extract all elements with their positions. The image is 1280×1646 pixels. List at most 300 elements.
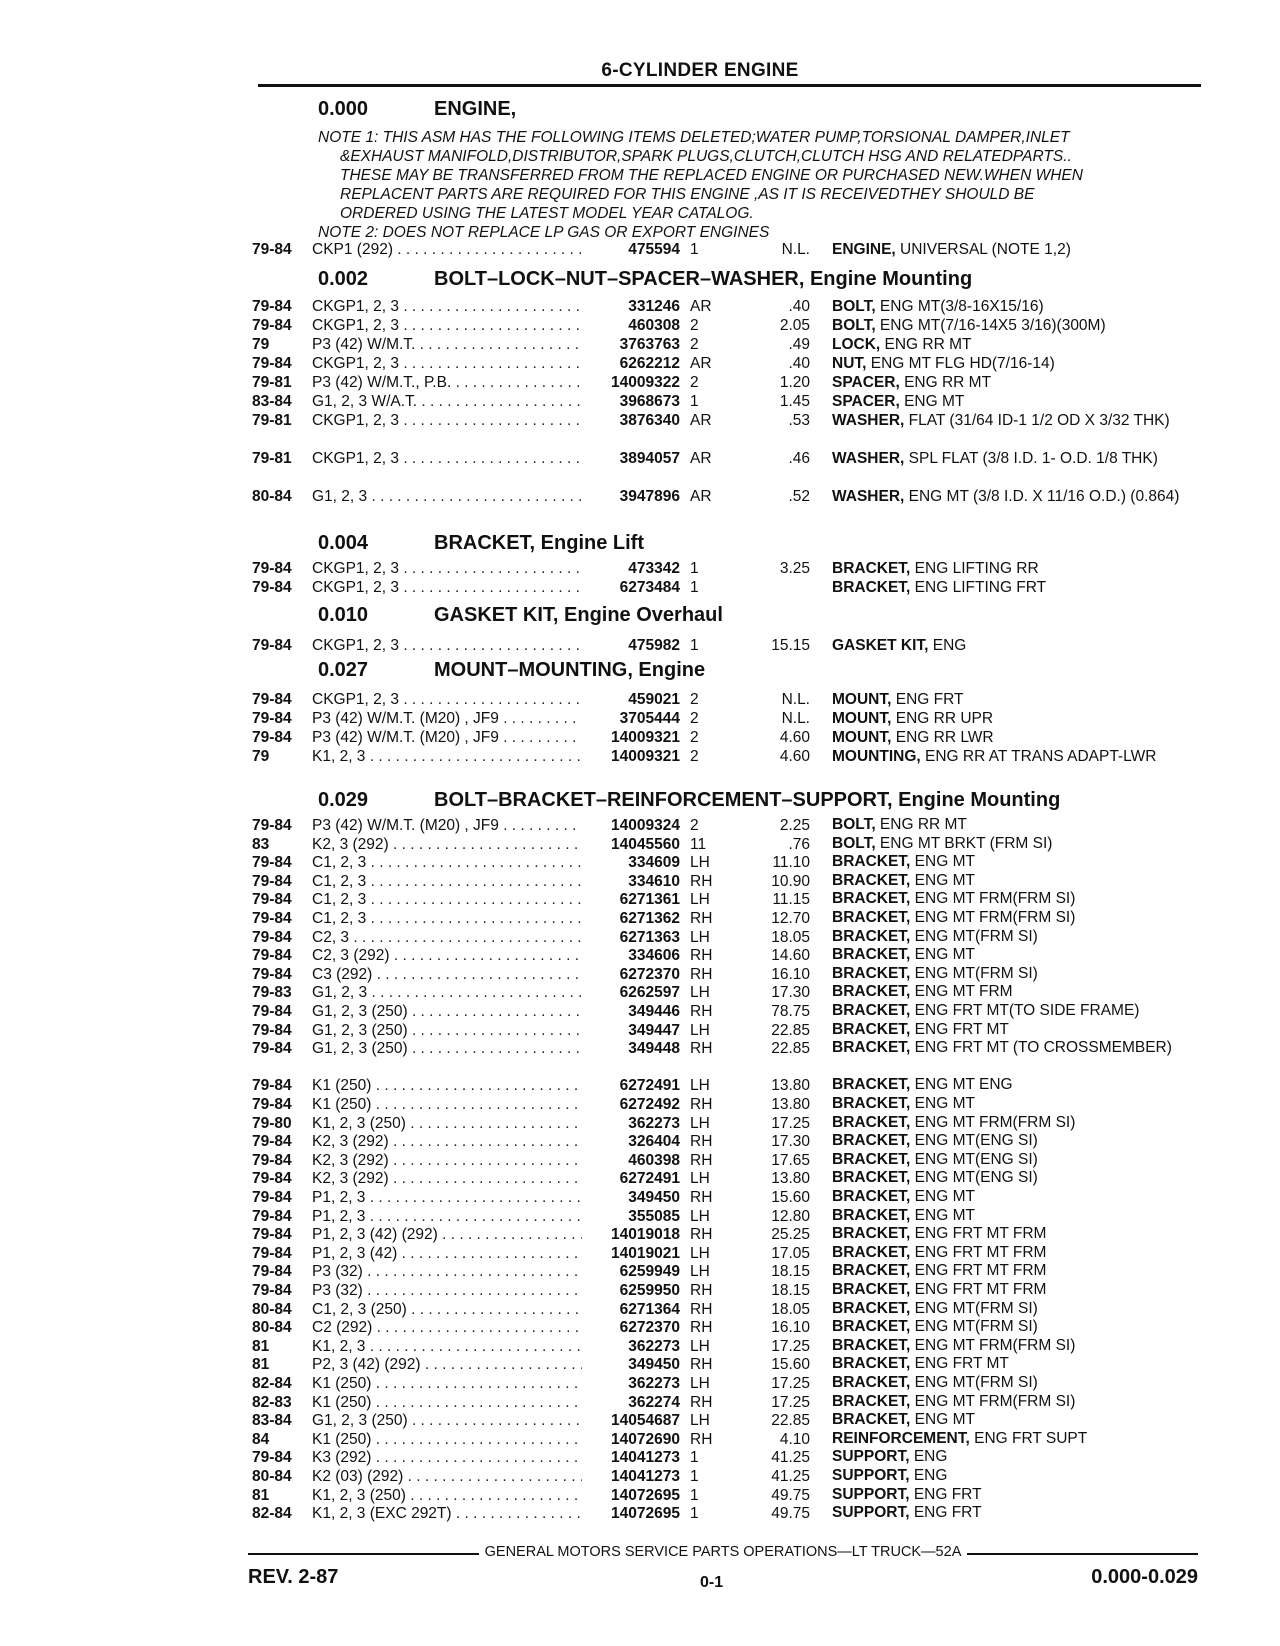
description-detail: ENG LIFTING RR [910, 560, 1039, 577]
description [832, 928, 1197, 947]
model-text: P3 (42) W/M.T. [312, 336, 416, 353]
description-detail: UNIVERSAL (NOTE 1,2) [895, 241, 1071, 258]
price: 15.60 [771, 1189, 810, 1206]
parts-row [0, 835, 1280, 854]
model-text: K1 (250) [312, 1393, 372, 1411]
model-text: P1, 2, 3 [312, 1207, 366, 1225]
part-number: 355085 [628, 1207, 680, 1225]
model-application [312, 1467, 582, 1486]
part-number: 14041273 [611, 1468, 680, 1485]
price: 4.10 [779, 1430, 810, 1448]
model-application [312, 411, 582, 430]
description-noun: LOCK, [832, 336, 881, 353]
part-number: 473342 [628, 560, 680, 577]
quantity: RH [690, 1151, 713, 1169]
part-number: 3947896 [619, 488, 680, 505]
model-text: K3 (292) [312, 1449, 372, 1467]
description-detail: ENG FRT [891, 691, 964, 708]
parts-row [0, 1095, 1280, 1114]
description-detail: ENG RR MT [899, 374, 992, 391]
price: .76 [788, 835, 810, 853]
quantity: 2 [690, 817, 699, 834]
description [832, 316, 1197, 335]
model-year: 80-84 [252, 1300, 292, 1318]
description [832, 1262, 1197, 1281]
price: 10.90 [771, 872, 810, 890]
part-number: 6272492 [619, 1096, 680, 1113]
model-year: 79-84 [252, 1040, 292, 1058]
part-number: 14009321 [611, 748, 680, 765]
parts-row [0, 335, 1280, 354]
description-noun: WASHER, [832, 488, 905, 505]
description-noun: SUPPORT, [832, 1448, 910, 1466]
model-year: 79-84 [252, 691, 292, 708]
quantity: 2 [690, 374, 699, 391]
quantity: 1 [690, 393, 699, 410]
parts-row [0, 1021, 1280, 1040]
description-detail: ENG MT [899, 393, 965, 410]
model-year: 79-84 [252, 298, 292, 315]
price: .53 [788, 412, 810, 429]
description-detail: ENG [909, 1467, 948, 1484]
model-application [312, 1337, 582, 1356]
model-application [312, 728, 582, 747]
quantity: LH [690, 1114, 710, 1132]
description [832, 636, 1197, 655]
description-noun: BRACKET, [832, 1188, 911, 1205]
description-detail: ENG MT(ENG SI) [910, 1169, 1038, 1187]
parts-row [0, 1188, 1280, 1207]
description [832, 559, 1197, 578]
description-detail: ENG FRT MT [910, 1020, 1009, 1038]
part-number: 6271361 [619, 891, 680, 909]
model-text: G1, 2, 3 (250) [312, 1040, 408, 1058]
model-application [312, 1002, 582, 1021]
part-number: 14045560 [611, 835, 680, 853]
description [832, 487, 1197, 525]
description [832, 1467, 1197, 1486]
part-number: 334610 [628, 872, 680, 890]
description-noun: BRACKET, [832, 1169, 911, 1187]
description-noun: BRACKET, [832, 1336, 911, 1354]
model-application [312, 487, 582, 506]
quantity: LH [690, 928, 710, 946]
model-year: 80-84 [252, 1468, 292, 1485]
parts-row [0, 1281, 1280, 1300]
section-heading [318, 98, 516, 121]
section-number: 0.000 [318, 98, 369, 120]
quantity: 1 [690, 579, 699, 596]
model-text: CKGP1, 2, 3 [312, 355, 400, 372]
quantity: 2 [690, 710, 699, 727]
model-text: CKP1 (292) [312, 241, 393, 258]
model-text: C1, 2, 3 [312, 891, 367, 909]
quantity: LH [690, 1263, 710, 1281]
parts-row [0, 1262, 1280, 1281]
quantity: LH [690, 1207, 710, 1225]
parts-row [0, 1393, 1280, 1412]
model-text: C2 (292) [312, 1319, 373, 1337]
quantity: RH [690, 1300, 713, 1318]
model-year: 79-84 [252, 355, 292, 372]
price: 17.25 [771, 1393, 810, 1411]
model-text: K1 (250) [312, 1096, 372, 1113]
price: 13.80 [771, 1170, 810, 1188]
model-text: P1, 2, 3 (42) [312, 1244, 398, 1262]
quantity: 1 [690, 637, 699, 654]
part-number: 362273 [628, 1337, 680, 1355]
model-year: 79-84 [252, 965, 292, 983]
model-year: 79-84 [252, 1096, 292, 1113]
model-application [312, 946, 582, 965]
parts-row [0, 853, 1280, 872]
part-number: 6262597 [619, 984, 680, 1002]
parts-row [0, 411, 1280, 449]
section-heading [318, 532, 644, 555]
description [832, 709, 1197, 728]
model-application [312, 872, 582, 891]
model-application [312, 1393, 582, 1412]
part-number: 14072695 [611, 1486, 680, 1504]
model-year: 79-84 [252, 928, 292, 946]
description [832, 909, 1197, 928]
price: .52 [788, 488, 810, 505]
model-text: K2, 3 (292) [312, 1170, 389, 1188]
description-noun: BRACKET, [832, 1281, 911, 1298]
description-detail: ENG MT(ENG SI) [910, 1150, 1038, 1168]
parts-row [0, 1169, 1280, 1188]
price: 17.30 [771, 1133, 810, 1151]
model-year: 83 [252, 835, 270, 853]
description-noun: BRACKET, [832, 560, 911, 577]
parts-row [0, 1002, 1280, 1021]
description-noun: BRACKET, [832, 1039, 911, 1057]
description-detail: ENG MT [910, 1206, 975, 1224]
model-text: C2, 3 (292) [312, 947, 390, 965]
description-detail: ENG RR AT TRANS ADAPT-LWR [920, 748, 1157, 765]
part-number: 362274 [628, 1393, 680, 1411]
description [832, 1504, 1197, 1523]
description [832, 373, 1197, 392]
description-detail: ENG FRT MT FRM [910, 1243, 1047, 1261]
quantity: AR [690, 355, 712, 372]
description-detail: ENG MT(7/16-14X5 3/16)(300M) [875, 317, 1106, 334]
price: 25.25 [771, 1226, 810, 1244]
quantity: LH [690, 1337, 710, 1355]
part-number: 349450 [628, 1356, 680, 1374]
quantity: AR [690, 412, 712, 429]
description-detail: ENG MT FRM(FRM SI) [910, 909, 1076, 926]
model-text: P2, 3 (42) (292) [312, 1356, 421, 1374]
description-noun: WASHER, [832, 412, 905, 429]
part-number: 326404 [628, 1133, 680, 1151]
part-number: 460308 [628, 317, 680, 334]
description-noun: SUPPORT, [832, 1467, 910, 1484]
section-number: 0.004 [318, 532, 369, 554]
description-noun: BOLT, [832, 816, 876, 833]
model-application [312, 709, 582, 728]
model-application [312, 1021, 582, 1040]
description [832, 1411, 1197, 1430]
model-year: 81 [252, 1356, 270, 1374]
price: 2.05 [779, 317, 810, 334]
model-text: CKGP1, 2, 3 [312, 412, 400, 429]
description-noun: BRACKET, [832, 1020, 911, 1038]
description-noun: BOLT, [832, 298, 876, 315]
model-application [312, 1448, 582, 1467]
part-number: 349446 [628, 1003, 680, 1020]
part-number: 6271362 [619, 910, 680, 927]
description-detail: ENG MT FRM [910, 983, 1013, 1001]
model-text: K2, 3 (292) [312, 1133, 389, 1151]
price: 16.10 [771, 965, 810, 983]
quantity: AR [690, 450, 712, 467]
description [832, 1151, 1197, 1170]
description-noun: MOUNT, [832, 729, 892, 746]
price: 1.45 [779, 393, 810, 410]
model-application [312, 909, 582, 928]
price: 13.80 [771, 1096, 810, 1113]
description [832, 240, 1197, 259]
description [832, 1188, 1197, 1207]
part-number: 3894057 [619, 450, 680, 467]
parts-row [0, 240, 1280, 259]
parts-row [0, 690, 1280, 709]
description-noun: SUPPORT, [832, 1504, 910, 1522]
part-number: 3968673 [619, 393, 680, 410]
model-year: 79-84 [252, 560, 292, 577]
description-detail: ENG FRT MT FRM [910, 1262, 1047, 1280]
quantity: 2 [690, 317, 699, 334]
description [832, 1300, 1197, 1319]
model-year: 79-84 [252, 317, 292, 334]
parts-row [0, 1151, 1280, 1170]
model-year: 82-84 [252, 1375, 292, 1392]
quantity: 1 [690, 1486, 699, 1504]
model-application [312, 890, 582, 909]
parts-row [0, 636, 1280, 655]
note-line: NOTE 2: DOES NOT REPLACE LP GAS OR EXPORT ENGINES [318, 224, 770, 241]
part-number: 3876340 [619, 412, 680, 429]
section-title: BOLT–LOCK–NUT–SPACER–WASHER, Engine Mounting [434, 268, 973, 290]
description [832, 890, 1197, 909]
model-text: CKGP1, 2, 3 [312, 691, 400, 708]
quantity: 11 [690, 835, 707, 853]
price: 17.65 [771, 1151, 810, 1169]
note-line: REPLACENT PARTS ARE REQUIRED FOR THIS ENGINE ,AS IT IS RECEIVEDTHEY SHOULD BE [340, 186, 1035, 203]
parts-row [0, 1467, 1280, 1486]
description-detail: ENG MT(3/8-16X15/16) [875, 298, 1044, 315]
model-application [312, 1151, 582, 1170]
quantity: LH [690, 1170, 710, 1188]
quantity: RH [690, 1226, 713, 1244]
model-application [312, 316, 582, 335]
model-application [312, 1374, 582, 1393]
quantity: 1 [690, 241, 699, 258]
model-text: K2, 3 (292) [312, 1151, 389, 1169]
quantity: RH [690, 910, 713, 927]
model-year: 79-83 [252, 984, 292, 1002]
description-noun: BRACKET, [832, 1262, 911, 1280]
parts-row [0, 1374, 1280, 1393]
price: 78.75 [771, 1003, 810, 1020]
section-title: BRACKET, Engine Lift [434, 532, 644, 554]
quantity: RH [690, 1096, 713, 1113]
description-noun: ENGINE, [832, 241, 896, 258]
model-year: 79-84 [252, 854, 292, 872]
model-year: 79-84 [252, 1189, 292, 1206]
model-year: 79-84 [252, 817, 292, 834]
model-text: K1, 2, 3 (250) [312, 1114, 406, 1132]
price: N.L. [781, 710, 810, 727]
model-year: 81 [252, 1337, 270, 1355]
model-application [312, 835, 582, 854]
description-noun: BRACKET, [832, 1002, 911, 1019]
quantity: LH [690, 1077, 710, 1095]
description-detail: ENG RR LWR [891, 729, 994, 746]
section-title: BOLT–BRACKET–REINFORCEMENT–SUPPORT, Engine Mounting [434, 789, 1061, 811]
parts-row [0, 487, 1280, 525]
quantity: RH [690, 1282, 713, 1299]
model-text: G1, 2, 3 [312, 984, 368, 1002]
model-text: C1, 2, 3 (250) [312, 1300, 407, 1318]
parts-row [0, 890, 1280, 909]
quantity: AR [690, 298, 712, 315]
description [832, 835, 1197, 854]
note-line: THESE MAY BE TRANSFERRED FROM THE REPLACED ENGINE OR PURCHASED NEW.WHEN WHEN [340, 167, 1083, 184]
description [832, 816, 1197, 835]
description-detail: ENG MT [910, 946, 975, 964]
description-detail: ENG MT(ENG SI) [910, 1132, 1038, 1150]
part-number: 14009324 [611, 817, 680, 834]
description [832, 297, 1197, 316]
description-detail: ENG [909, 1448, 948, 1466]
note-line: ORDERED USING THE LATEST MODEL YEAR CATALOG. [340, 205, 754, 222]
description-noun: SPACER, [832, 374, 900, 391]
description-noun: WASHER, [832, 450, 905, 467]
parts-row [0, 373, 1280, 392]
description [832, 1225, 1197, 1244]
quantity: 2 [690, 691, 699, 708]
model-text: G1, 2, 3 (250) [312, 1003, 408, 1020]
section-number: 0.010 [318, 604, 369, 626]
quantity: RH [690, 947, 713, 965]
price: 12.80 [771, 1207, 810, 1225]
model-application [312, 1114, 582, 1133]
price: 49.75 [771, 1505, 810, 1523]
part-number: 14019018 [611, 1226, 680, 1244]
description [832, 690, 1197, 709]
description [832, 1374, 1197, 1393]
description [832, 853, 1197, 872]
quantity: RH [690, 1430, 713, 1448]
model-text: P3 (42) W/M.T., P.B. [312, 374, 452, 391]
description-detail: ENG FRT MT [910, 1355, 1009, 1373]
model-year: 79-84 [252, 1077, 292, 1095]
description [832, 354, 1197, 373]
description [832, 1132, 1197, 1151]
part-number: 14072695 [611, 1505, 680, 1523]
parts-row [0, 928, 1280, 947]
price: 18.05 [771, 928, 810, 946]
model-application [312, 1095, 582, 1114]
part-number: 6271364 [619, 1300, 680, 1318]
model-application [312, 1132, 582, 1151]
description-noun: BRACKET, [832, 1150, 911, 1168]
section-range: 0.000-0.029 [1091, 1566, 1198, 1588]
quantity: RH [690, 1319, 713, 1337]
model-text: K1 (250) [312, 1375, 372, 1392]
description-detail: ENG [928, 637, 967, 654]
part-number: 334606 [628, 947, 680, 965]
part-number: 349448 [628, 1040, 680, 1058]
parts-row [0, 1114, 1280, 1133]
price: 16.10 [771, 1319, 810, 1337]
model-text: C2, 3 [312, 928, 350, 946]
part-number: 331246 [628, 298, 680, 315]
description [832, 1318, 1197, 1337]
parts-row [0, 1337, 1280, 1356]
model-year: 79-84 [252, 1207, 292, 1225]
price: 15.60 [771, 1356, 810, 1374]
section-title: ENGINE, [434, 98, 517, 120]
description-detail: ENG FRT [909, 1504, 982, 1522]
price: 17.25 [771, 1375, 810, 1392]
parts-row [0, 816, 1280, 835]
price: 15.15 [771, 637, 810, 654]
description-detail: ENG MT [910, 1188, 975, 1205]
model-year: 79-84 [252, 1021, 292, 1039]
parts-row [0, 728, 1280, 747]
description-noun: BRACKET, [832, 946, 911, 964]
price: N.L. [781, 241, 810, 258]
description-noun: SUPPORT, [832, 1485, 910, 1503]
description-detail: ENG MT(FRM SI) [910, 1299, 1038, 1317]
model-application [312, 1076, 582, 1095]
part-number: 14041273 [611, 1449, 680, 1467]
model-text: K1, 2, 3 (250) [312, 1486, 406, 1504]
price: 17.25 [771, 1337, 810, 1355]
model-text: K1, 2, 3 [312, 1337, 366, 1355]
description [832, 578, 1197, 597]
description [832, 1281, 1197, 1300]
description-detail: ENG MT(FRM SI) [910, 1374, 1038, 1391]
model-application [312, 983, 582, 1002]
model-year: 82-83 [252, 1393, 292, 1411]
parts-row [0, 297, 1280, 316]
model-text: G1, 2, 3 (250) [312, 1021, 408, 1039]
description [832, 1448, 1197, 1467]
notes-block [318, 128, 1198, 242]
description [832, 1337, 1197, 1356]
parts-row [0, 965, 1280, 984]
model-text: P3 (42) W/M.T. (M20) , JF9 [312, 817, 499, 834]
description-noun: BRACKET, [832, 1355, 911, 1373]
model-application [312, 449, 582, 468]
section-heading [318, 659, 705, 682]
quantity: RH [690, 872, 713, 890]
price: 4.60 [779, 729, 810, 746]
part-number: 349447 [628, 1021, 680, 1039]
description [832, 392, 1197, 411]
model-text: C3 (292) [312, 965, 373, 983]
description [832, 1393, 1197, 1412]
quantity: RH [690, 965, 713, 983]
description-detail: ENG FRT MT FRM [910, 1281, 1047, 1298]
model-application [312, 1169, 582, 1188]
parts-row [0, 1132, 1280, 1151]
model-year: 80-84 [252, 488, 292, 505]
